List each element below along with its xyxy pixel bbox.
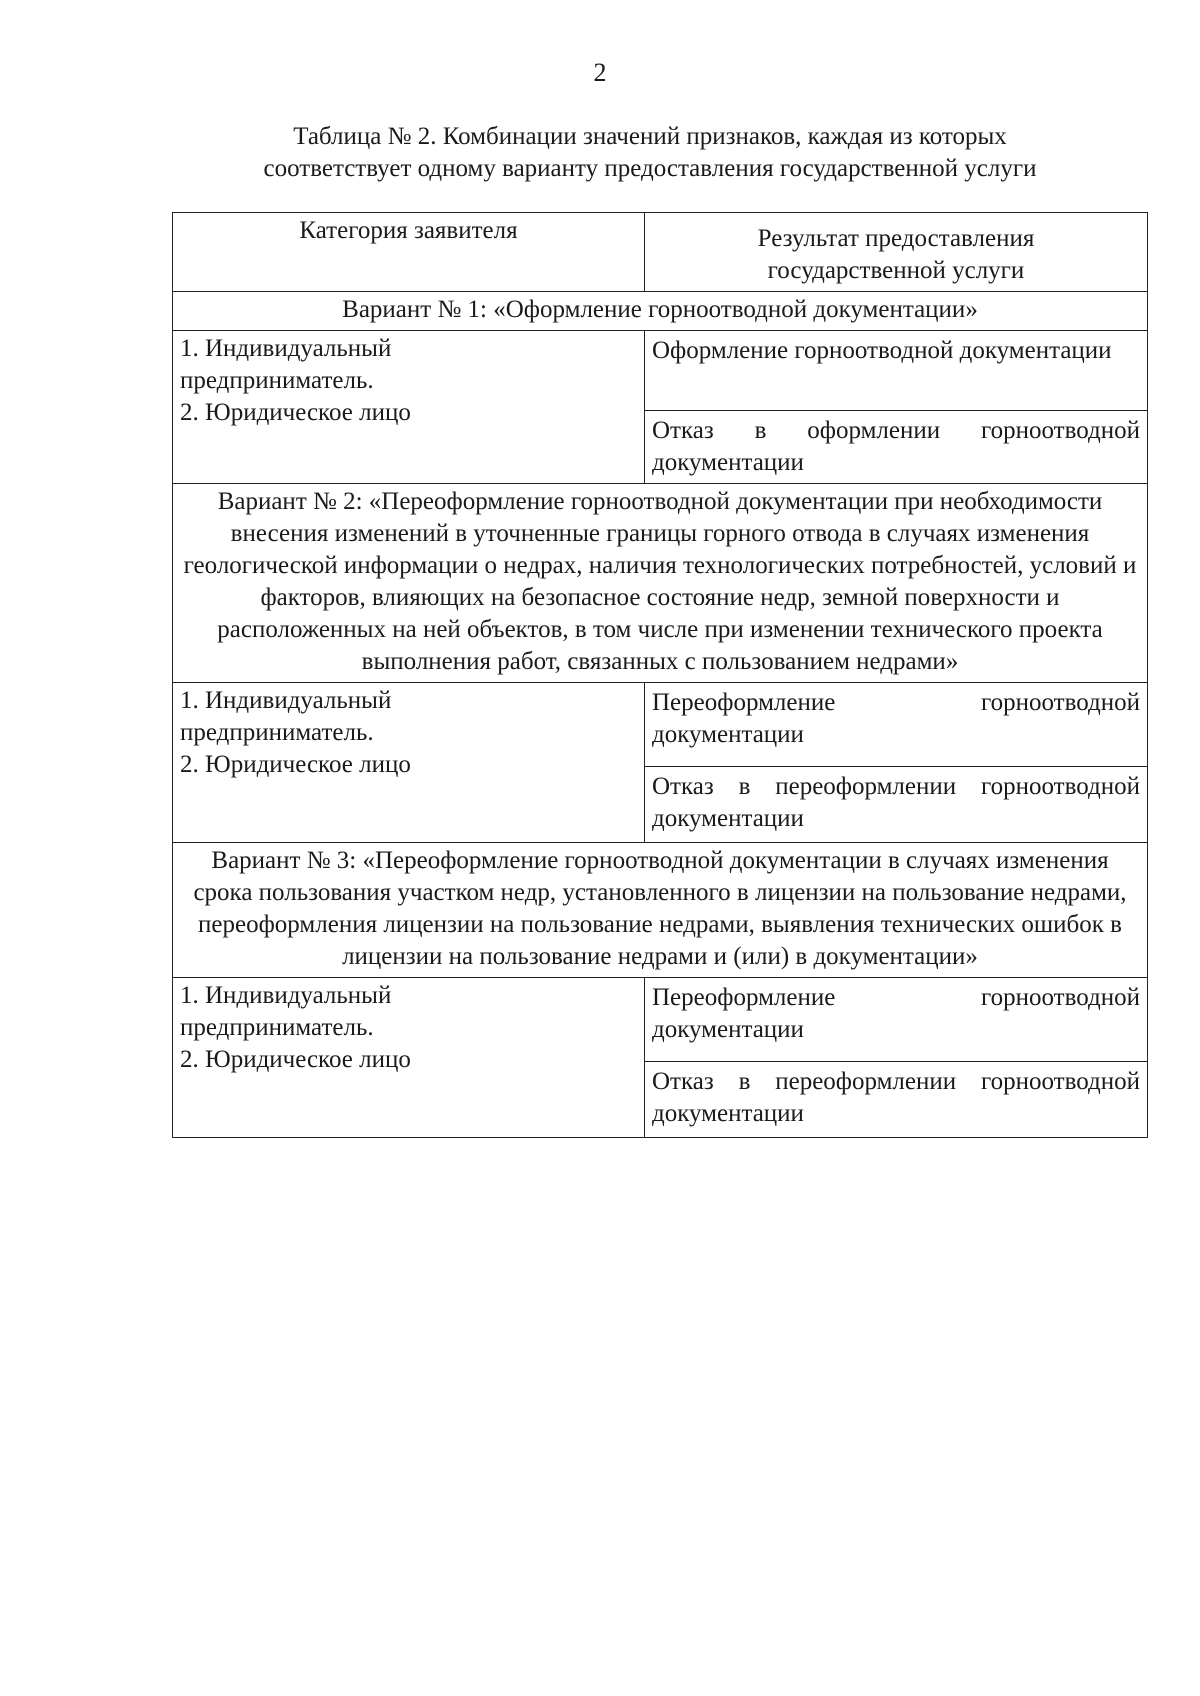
header-result-line-1: Результат предоставления	[757, 225, 1035, 252]
category-line: предприниматель.	[180, 1014, 374, 1041]
variant-title-row	[173, 843, 1148, 978]
result-text: Переоформление горноотводной документации	[652, 984, 1140, 1043]
category-line: 1. Индивидуальный	[180, 982, 392, 1009]
variant-3-categories	[173, 978, 645, 1138]
category-line: 1. Индивидуальный	[180, 687, 392, 714]
category-line: 2. Юридическое лицо	[180, 751, 411, 778]
table-row	[173, 683, 1148, 767]
header-result	[645, 213, 1148, 292]
result-text: Переоформление горноотводной документации	[652, 689, 1140, 748]
category-line: 2. Юридическое лицо	[180, 399, 411, 426]
result-text: Отказ в переоформлении горноотводной документации	[652, 773, 1140, 832]
table-row	[173, 331, 1148, 411]
table-row	[173, 978, 1148, 1062]
header-result-line-2: государственной услуги	[767, 257, 1025, 284]
result-text: Оформление горноотводной документации	[652, 337, 1112, 364]
table-header-row	[173, 213, 1148, 292]
variant-2-categories	[173, 683, 645, 843]
caption-line-1: Таблица № 2. Комбинации значений признаков, каждая из которых	[293, 123, 1007, 150]
variant-3-title: Вариант № 3: «Переоформление горноотводной документации в случаях изменения срока пользования участком недр, установленного в лицензии на пользование недрами, переоформления лицензии на пользование недрами, выявления технических ошибок в лицензии на пользование недрами и (или) в документации»	[173, 843, 1148, 978]
page-number: 2	[593, 58, 607, 87]
category-line: 2. Юридическое лицо	[180, 1046, 411, 1073]
variant-title-row	[173, 292, 1148, 331]
variant-1-categories	[173, 331, 645, 484]
result-text: Отказ в переоформлении горноотводной документации	[652, 1068, 1140, 1127]
variant-3-result-1	[645, 978, 1148, 1062]
variant-1-result-1	[645, 331, 1148, 411]
variant-1-title: Вариант № 1: «Оформление горноотводной документации»	[173, 292, 1148, 331]
category-line: 1. Индивидуальный	[180, 335, 392, 362]
result-text: Отказ в оформлении горноотводной документации	[652, 417, 1140, 476]
header-category	[173, 213, 645, 292]
variant-title-row	[173, 484, 1148, 683]
category-line: предприниматель.	[180, 367, 374, 394]
variant-1-result-2	[645, 411, 1148, 484]
variant-2-result-2	[645, 767, 1148, 843]
category-line: предприниматель.	[180, 719, 374, 746]
table-caption	[180, 121, 1120, 185]
header-category-label: Категория заявителя	[299, 217, 518, 244]
caption-line-2: соответствует одному варианту предоставления государственной услуги	[263, 155, 1037, 182]
variants-table	[172, 212, 1148, 1138]
variant-2-result-1	[645, 683, 1148, 767]
variant-2-title: Вариант № 2: «Переоформление горноотводной документации при необходимости внесения изменений в уточненные границы горного отвода в случаях изменения геологической информации о недрах, наличия технологических потребностей, условий и факторов, влияющих на безопасное состояние недр, земной поверхности и расположенных на ней объектов, в том числе при изменении технического проекта выполнения работ, связанных с пользованием недрами»	[173, 484, 1148, 683]
variant-3-result-2	[645, 1062, 1148, 1138]
